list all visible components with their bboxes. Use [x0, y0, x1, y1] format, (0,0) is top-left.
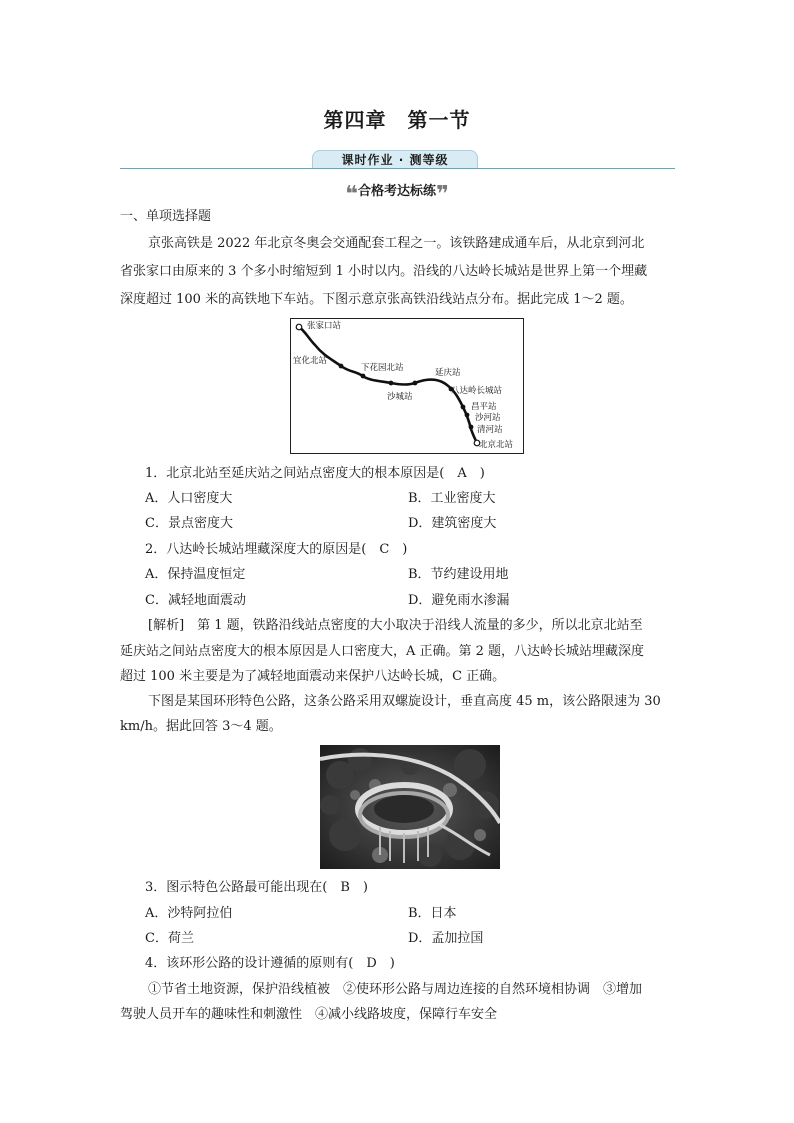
- q4-statement-line-2: 驾驶人员开车的趣味性和刺激性 ④减小线路坡度，保障行车安全: [120, 1007, 498, 1022]
- section-badge: 课时作业 · 测等级: [312, 150, 478, 169]
- header-divider: [120, 168, 675, 169]
- question-1-stem: 1．北京北站至延庆站之间站点密度大的根本原因是( A ): [145, 466, 485, 481]
- question-3-stem: 3．图示特色公路最可能出现在( B ): [145, 880, 368, 895]
- station-label: 延庆站: [435, 368, 461, 378]
- q3-option-c: C．荷兰: [145, 931, 194, 946]
- q1-option-a: A．人口密度大: [145, 491, 233, 506]
- spiral-road-photo: [320, 745, 500, 869]
- analysis-line-2: 延庆站之间站点密度大的根本原因是人口密度大，A 正确。第 2 题，八达岭长城站埋藏深度: [120, 644, 645, 659]
- analysis-line-3: 超过 100 米主要是为了减轻地面震动来保护八达岭长城，C 正确。: [120, 669, 506, 684]
- open-quote-icon: ❝: [345, 182, 358, 207]
- q2-option-b: B．节约建设用地: [408, 567, 509, 582]
- station-label: 昌平站: [471, 402, 497, 412]
- q4-statement-line-1: ①节省土地资源，保护沿线植被 ②使环形公路与周边连接的自然环境相协调 ③增加: [148, 982, 643, 997]
- station-label: 下花园北站: [361, 363, 404, 373]
- q3-option-a: A．沙特阿拉伯: [145, 906, 233, 921]
- railway-line: [291, 319, 523, 453]
- intro-line-2: 省张家口由原来的 3 个多小时缩短到 1 小时以内。沿线的八达岭长城站是世界上第一个埋藏: [120, 264, 648, 279]
- station-label: 北京北站: [479, 440, 514, 450]
- intro2-line-2: km/h。据此回答 3～4 题。: [120, 719, 282, 734]
- subtitle-text: 合格考达标练: [357, 184, 436, 199]
- station-label: 沙城站: [387, 392, 413, 402]
- q2-option-c: C．减轻地面震动: [145, 593, 246, 608]
- station-label: 张家口站: [307, 321, 342, 331]
- q3-option-b: B．日本: [408, 906, 457, 921]
- intro-line-1: 京张高铁是 2022 年北京冬奥会交通配套工程之一。该铁路建成通车后，从北京到河北: [148, 236, 645, 251]
- q1-option-c: C．景点密度大: [145, 516, 233, 531]
- station-label: 沙河站: [475, 413, 501, 423]
- q2-option-d: D．避免雨水渗漏: [408, 593, 510, 608]
- q1-option-d: D．建筑密度大: [408, 516, 497, 531]
- page-title: 第四章 第一节: [323, 108, 471, 132]
- station-label: 清河站: [477, 425, 503, 435]
- q3-option-d: D．孟加拉国: [408, 931, 484, 946]
- intro2-line-1: 下图是某国环形特色公路，这条公路采用双螺旋设计，垂直高度 45 m，该公路限速为 30: [148, 694, 661, 709]
- railway-map: [290, 318, 524, 454]
- subtitle: [0, 180, 794, 206]
- section-heading: 一、单项选择题: [120, 209, 212, 224]
- analysis-line-1: [解析] 第 1 题，铁路沿线站点密度的大小取决于沿线人流量的多少，所以北京北站至: [148, 618, 643, 633]
- close-quote-icon: ❞: [436, 182, 449, 207]
- question-4-stem: 4．该环形公路的设计遵循的原则有( D ): [145, 956, 395, 971]
- intro-line-3: 深度超过 100 米的高铁地下车站。下图示意京张高铁沿线站点分布。据此完成 1～2 题。: [120, 292, 633, 307]
- question-2-stem: 2．八达岭长城站埋藏深度大的原因是( C ): [145, 542, 408, 557]
- q2-option-a: A．保持温度恒定: [145, 567, 246, 582]
- q1-option-b: B．工业密度大: [408, 491, 496, 506]
- station-label: 八达岭长城站: [451, 386, 503, 396]
- station-label: 宜化北站: [293, 356, 328, 366]
